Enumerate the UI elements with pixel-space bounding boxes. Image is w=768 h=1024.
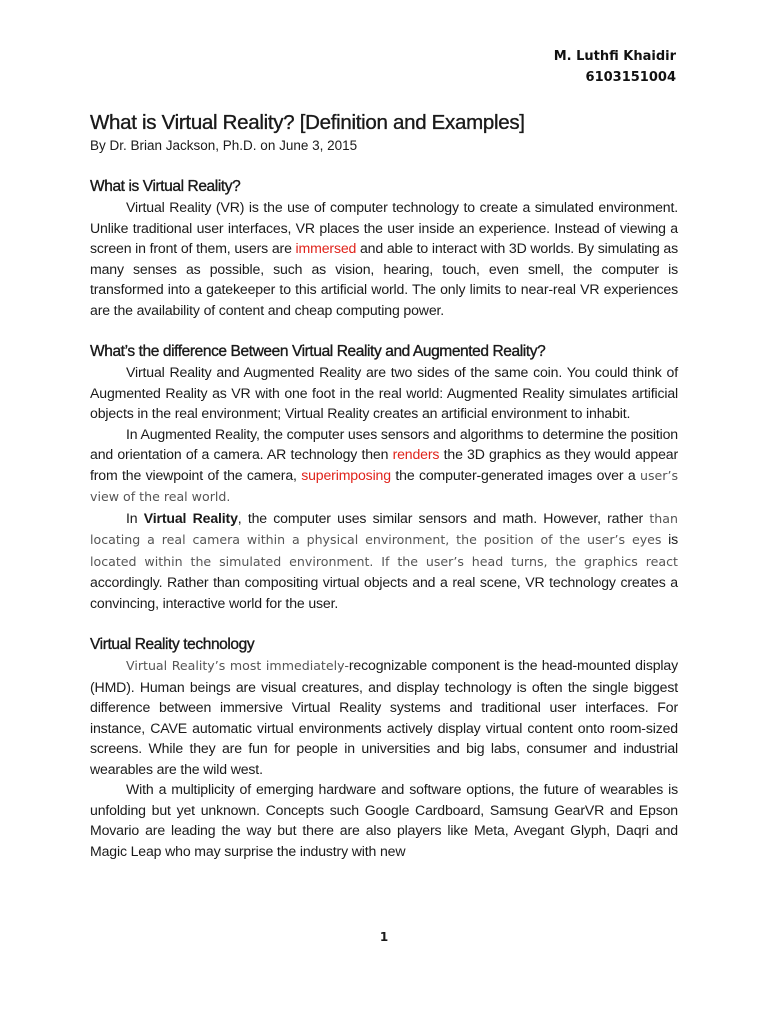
author-id: 6103151004 bbox=[585, 70, 676, 85]
paragraph-augmented-reality: In Augmented Reality, the computer uses sensors and algorithms to determine the position and orientation of a camera. AR technology then renders the 3D graphics as they would appear from the viewpoint of the camera, superimposing the computer-generated images over a user’s view of the real world. bbox=[90, 425, 679, 504]
paragraph-hmd: Virtual Reality’s most immediately-recognizable component is the head-mounted display (HMD). Human beings are visual creatures, and display technology is often the single biggest difference between immersive Virtual Reality systems and traditional user interfaces. For instance, CAVE automatic virtual environments actively display virtual content onto room-sized screens. While they are fun for people in universities and big labs, consumer and industrial wearables are the wild west. bbox=[90, 657, 678, 777]
link-renders[interactable]: renders bbox=[392, 446, 440, 462]
link-superimposing[interactable]: superimposing bbox=[301, 466, 391, 483]
page-number: 1 bbox=[379, 930, 389, 944]
section-heading-vr-vs-ar: What’s the difference Between Virtual Reality and Augmented Reality? bbox=[90, 343, 546, 360]
paragraph-virtual-reality: In Virtual Reality, the computer uses similar sensors and math. However, rather than locating a real camera within a physical environment, the position of the user’s eyes is located within the simulated environment. If the user’s head turns, the graphics react accordingly. Rather than compositing virtual objects and a real scene, VR technology creates a convincing, interactive world for the user. bbox=[90, 509, 678, 611]
paragraph-vr-definition: Virtual Reality (VR) is the use of computer technology to create a simulated environment. Unlike traditional user interfaces, VR places the user inside an experience. Instead of viewing a screen in front of them, users are immersed and able to interact with 3D worlds. By simulating as many senses as possible, such as vision, hearing, touch, even smell, the computer is transformed into a gatekeeper to this artificial world. The only limits to near-real VR experiences are the availability of content and cheap computing power. bbox=[90, 199, 679, 318]
article-byline: By Dr. Brian Jackson, Ph.D. on June 3, 2015 bbox=[90, 138, 358, 153]
paragraph-wearables: With a multiplicity of emerging hardware and software options, the future of wearables is unfolding but yet unknown. Concepts such Google Cardboard, Samsung GearVR and Epson Movario are leading the way but there are also players like Meta, Avegant Glyph, Daqri and Magic Leap who may surprise the industry with new bbox=[90, 781, 678, 859]
paragraph-two-sides: Virtual Reality and Augmented Reality are two sides of the same coin. You could think of Augmented Reality as VR with one foot in the real world: Augmented Reality simulates artificial objects in the real environment; Virtual Reality creates an artificial environment to inhabit. bbox=[90, 364, 678, 421]
section-heading-vr-technology: Virtual Reality technology bbox=[90, 636, 255, 653]
section-heading-what-is-vr: What is Virtual Reality? bbox=[90, 178, 241, 195]
article-title: What is Virtual Reality? [Definition and Examples] bbox=[90, 111, 525, 134]
document-body bbox=[90, 110, 678, 861]
link-immersed[interactable]: immersed bbox=[295, 240, 357, 256]
bold-virtual-reality: Virtual Reality bbox=[143, 509, 238, 526]
author-block bbox=[554, 46, 676, 88]
author-name: M. Luthfi Khaidir bbox=[553, 49, 676, 64]
